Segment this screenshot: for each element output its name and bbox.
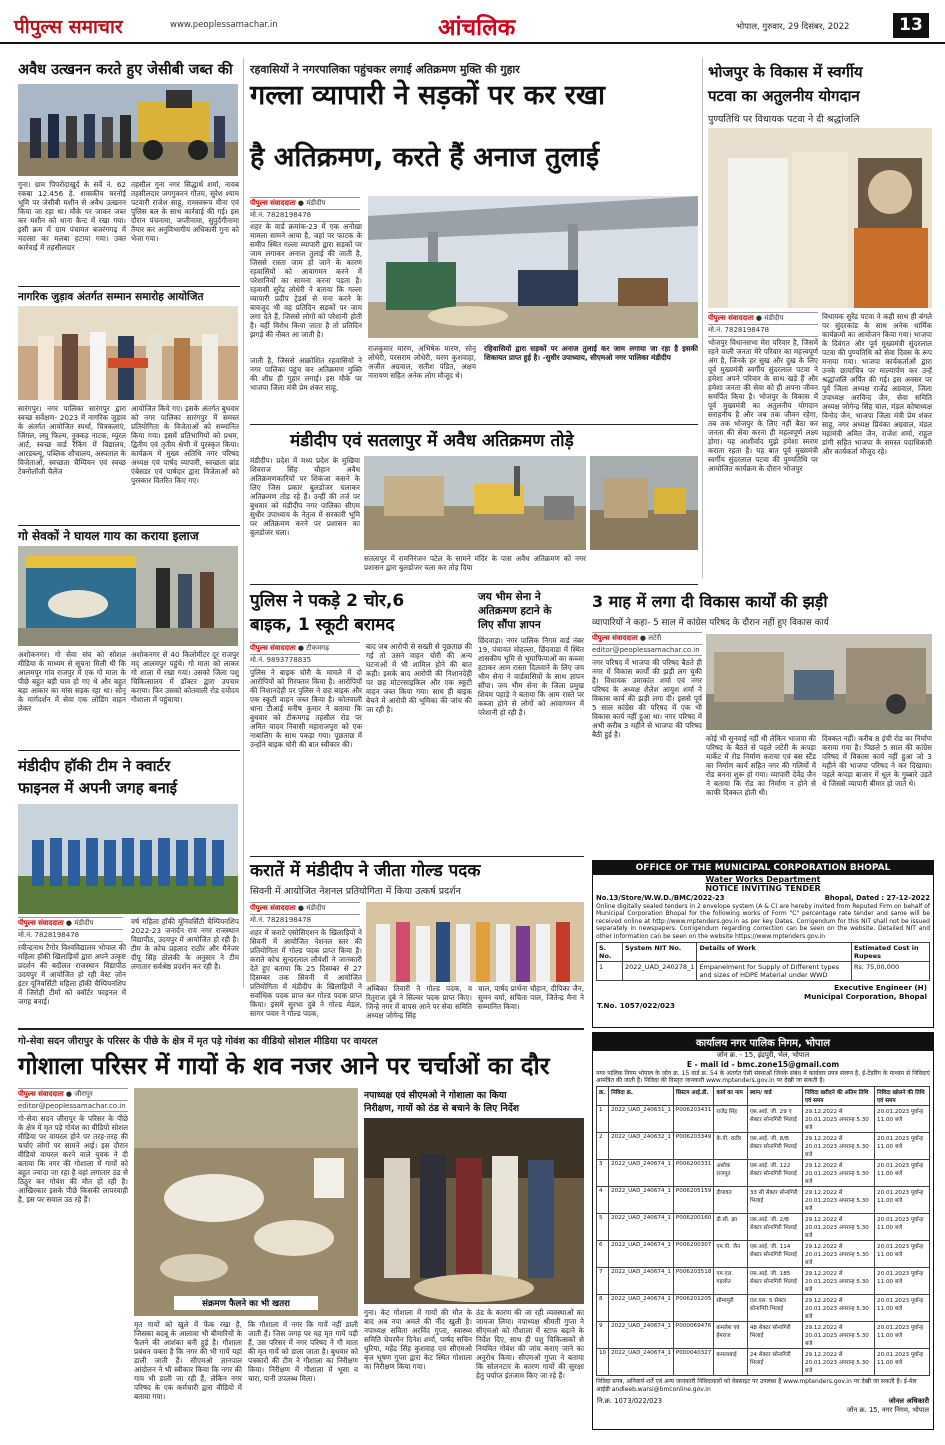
- byline: पीपुल्स संवाददाता ● जीरापुर: [18, 1088, 128, 1101]
- tender-note: निविदा प्रपत्र, अनिवार्य शर्तें एवं अन्य जानकारी निविदाकारों को वेबसाइट पर उपलब्ध है www.mptenders.gov.in पर देखी जा सकती है। ई-मेल आईडी andleeb.warsi@bmconline.gov.in: [596, 1378, 917, 1393]
- story-body: वर्ष महिला हॉकी यूनिवर्सिटी चैम्पियनशिप 2022-23 जनार्दन राय नगर राजस्थान विद्यापीठ, उदयपुर में आयोजित हो रही है। टीम के कोच प्रहलाद राठौर और मैनेजर दीपू सिंह ठोलंकी के अनुसार ने टीम लगातार सर्वश्रेष्ठ प्रदर्शन कर रही है।: [131, 917, 239, 971]
- byline: पीपुल्स संवाददाता ● लटेरी: [592, 632, 702, 645]
- story-body: तहसील गुना नगर सिद्धार्थ शर्मा, नायब तहसीलदार जगगुकरन गौतम, सुरेश श्याम पटवारी राजेश साहू, रामस्वरूप मीना एवं पुलिस बल के साथ कार्रवाई की गई। इस दौरान पंचनामा, जप्तीनामा, सुपुर्दगीनामा तैयार कर अनुविभागीय अधिकारी गुना को भेजा गया।: [131, 180, 239, 243]
- table-row: [597, 1160, 930, 1187]
- story-headline: बाइक, 1 स्कूटी बरामद: [250, 615, 395, 635]
- table-cell: 29.12.2022 से 20.01.2023 अपरान्ह 5.30 बजे: [803, 1241, 875, 1268]
- table-cell: 29.12.2022 से 20.01.2023 अपरान्ह 5.30 बजे: [803, 1349, 875, 1376]
- story-headline: भोजपुर के विकास में स्वर्गीय: [708, 63, 863, 81]
- table-cell: एल.एस. 5 सेक्टर सोनागिरी भिलाई: [747, 1295, 802, 1322]
- table-row: [597, 1349, 930, 1376]
- table-cell: 29.12.2022 से 20.01.2023 अपरान्ह 5.30 बजे: [803, 1268, 875, 1295]
- table-cell: 2022_UAD_240674_1: [609, 1241, 674, 1268]
- story-headline: फाइनल में अपनी जगह बनाई: [18, 779, 178, 797]
- byline: पीपुल्स संवाददाता ● टीकमगढ़: [250, 642, 360, 655]
- table-cell: 2022_UAD_240631_1: [609, 1106, 674, 1133]
- table-cell: 1: [597, 962, 623, 981]
- photo-tribute: [708, 128, 932, 308]
- photo-caption: चाल, पार्षद प्रार्थना चौहान, दीपिका जैन, सुमन वर्मा, सचिता पाल, जितेन्द्र मैना ने सम्मानित किया।: [478, 984, 584, 1011]
- table-cell: 2022_UAD_240674_1: [609, 1322, 674, 1349]
- tender-table: [596, 1086, 930, 1376]
- byline: पीपुल्स संवाददाता ● मंडीदीप: [708, 312, 818, 325]
- section-divider: [250, 856, 584, 857]
- col-header: Estimated Cost in Rupees: [852, 943, 930, 962]
- tender-title: कार्यालय नगर पालिक निगम, भोपाल: [593, 1033, 933, 1051]
- table-cell: 2022_UAD_240674_1: [609, 1187, 674, 1214]
- story-body: राजकुमार मारण, अभिषेक मारण, सोनू लोधेरी, परसराम लोधेरी, चरण कुशवाहा, अजीत अग्रवाल, सतीश पंडित, अक्षय नारायण सहित अनेक लोग मौजूद थे।: [368, 344, 476, 380]
- story-body: नगर परिषद में भाजपा की परिषद बैठते ही नगर में विकास कार्यों की झड़ी लग चुकी है। विधायक उमाकांत शर्मा एवं नगर परिषद के अध्यक्ष शैलेश आयुश शर्मा ने विकास कार्य की झड़ी लगा दी। इससे पूर्व 5 साल कांग्रेस की परिषद में एक भी विकास कार्य नहीं हुआ था। नगर परिषद में अभी करीब 3 महीने से भाजपा की परिषद बैठी हुई है।: [592, 658, 702, 739]
- story-headline: जय भीम सेना ने: [478, 591, 541, 603]
- col-header: निविदा क्र.: [609, 1087, 674, 1106]
- story-body: ठंड के कारण की जा रही व्यवस्थाओं का जायजा लिया। नपाध्यक्ष श्रीमती गुप्ता ने सीएमओ को गौशाला में स्टाफ बढ़ाने के निर्देश दिए, साथ ही पशु चिकित्सकों से नियमित गोवंश की जांच कराए जाने का अनुरोध किया। सीएमओ गुप्ता ने बताया कि सोलनटार के कारण गायों की सुरक्षा हेतु पर्याप्त इंतजाम किए जा रहे हैं।: [476, 1308, 584, 1380]
- table-cell: 20.01.2023 पूर्वान्ह 11.00 बजे: [875, 1160, 930, 1187]
- table-cell: P006201205: [673, 1295, 713, 1322]
- story-body: शहर के वार्ड क्रमांक-23 में एक अनोखा मामला सामने आया है, जहां पर फाटक के समीप स्थित गल्ला व्यापारी द्वारा सड़कों पर जाम लगाकर अनाज तुलाई की जाती है, जिससे रास्ता जाम हो जाने के कारण रहवासियों को आवागमन करने में परेशानियों का सामना करना पड़ता है। रहवासी सुरेंद्र लोधेरी ने बताया कि गल्ला व्यापारी प्रदीप ट्रेडर्स से मना करने के बावजूद भी वह प्रतिदिन सड़कों पर जाम लगा देते हैं, जिससे लोगों को परेशानी होती है। वहीं विरोध किया जाता है तो प्रतिदिन झगड़े की नौबत आ जाती है।: [250, 222, 362, 339]
- photo-cow-treatment: [18, 546, 238, 646]
- table-cell: 2: [597, 1133, 609, 1160]
- story-body: बाद जब आरोपी से सख्ती से पूछताछ की गई तो उसने वाहन चोरी की अन्य घटनाओं में भी शामिल होने की बात कही। इसके बाद आरोपी की निशानदेही पर छह मोटरसाइकिल और एक स्कूटी वाहन जब्त किया गया। साथ ही बाइक बेचने में आरोपी की भूमिका की जांच की जा रही है।: [366, 642, 472, 714]
- story-headline: नागरिक जुड़ाव अंतर्गत सम्मान समारोह आयोजित: [18, 291, 204, 303]
- table-cell: P006200307: [673, 1241, 713, 1268]
- table-cell: के.पी. राठौर: [714, 1133, 748, 1160]
- byline-email[interactable]: editor@peoplessamachar.co.in: [18, 1100, 128, 1112]
- byline: पीपुल्स संवाददाता ● मंडीदीप: [18, 917, 123, 930]
- table-cell: 2022_UAD_240674_1: [609, 1160, 674, 1187]
- table-cell: कमलाबाई: [714, 1349, 748, 1376]
- table-cell: P006203518: [673, 1268, 713, 1295]
- table-cell: 1: [597, 1106, 609, 1133]
- table-row: [597, 1187, 930, 1214]
- table-row: [597, 1268, 930, 1295]
- table-cell: 20.01.2023 पूर्वान्ह 11.00 बजे: [875, 1322, 930, 1349]
- table-cell: P006200160: [673, 1214, 713, 1241]
- byline-phone: मो.नं. 7828198478: [708, 324, 818, 337]
- table-cell: P000069476: [673, 1322, 713, 1349]
- story-body: गो-सेवा सदन जीरापुर के परिसर के पीछे के क्षेत्र में मृत पड़े गोवंश का वीडियो सोशल मीडिया पर वायरल होने पर तरह-तरह की चर्चाएं लोगों पर सामने आई। इस दौरान वीडियो वायरल करने वाले युवक ने दी बताया कि नगर की गोशाला में गायों को बहुत ज्यादा जा रहा है वहां लगातार ठंड से ठिठुर कर गोवंश की मौत हो रही है। आखिरकार इसके पीछे किसकी लापरवाही है, इस पर सवाल उठ रहे हैं।: [18, 1114, 128, 1204]
- story-body: आयोजित किये गए। इसके अंतर्गत बुधवार को नगर पालिका सारंगपुर में समस्त प्रतियोगिता के विजेताओं को सम्मानित किया गया। इसमें प्रतिभागियों को प्रथम, द्वितीय एवं तृतीय श्रेणी में पुरस्कृत किया। कार्यक्रम में मुख्य अतिथि नगर परिषद अध्यक्ष एवं पार्षद व्यापारी, स्वच्छता ब्रांड एंबेसडर एवं पार्षदार द्वारा विजेताओं को पुरस्कार वितरित किए गए।: [131, 404, 239, 485]
- tender-table: [596, 942, 930, 981]
- table-cell: 8: [597, 1295, 609, 1322]
- table-cell: 10: [597, 1349, 609, 1376]
- story-headline: अतिक्रमण हटाने के: [478, 605, 552, 617]
- table-cell: 9: [597, 1322, 609, 1349]
- table-cell: 29.12.2022 से 20.01.2023 अपरान्ह 5.30 बजे: [803, 1214, 875, 1241]
- table-cell: एस.आई. जी. 29 ए सेक्टर सोनागिरी भिलाई: [747, 1106, 802, 1133]
- photo-cattle-carcasses: [134, 1088, 358, 1316]
- column-divider: [702, 58, 703, 578]
- tender-signatory: जोनल अधिकारी: [888, 1396, 929, 1405]
- table-cell: 29.12.2022 से 20.01.2023 अपरान्ह 5.30 बजे: [803, 1322, 875, 1349]
- story-caption: रहिवासियों द्वारा सड़कों पर अनाज तुलाई कर जाम लगाया जा रहा है इसकी शिकायत प्राप्त हुई है। -सुधीर उपाध्याय, सीएमओ नगर पालिका मंडीदीप: [484, 344, 698, 362]
- story-body: अशोकनगर। गो सेवा संघ को सोशल मीडिया के माध्यम से सूचना मिली थी कि आलमपुर गांव राजपुर में एक गो माता के पीछे बहुत बड़ी घाव हो गए थे और बहुत बड़ा आकार का मांस सड़क रहा था। सोनू के मार्गदर्शन में सेवा एक लोडिंग वाहन लेकर: [18, 650, 126, 713]
- tender-notice: NOTICE INVITING TENDER: [705, 884, 821, 893]
- story-body: भोजपुर विधानसभा मेरा परिवार है, जिसमें रहने वाली जनता मेरे परिवार का महत्त्वपूर्ण अंग है, जिनके हर सुख और दुख के लिए पूर्व मुख्यमंत्री स्वर्गीय सुंदरलाल पटवा ने हमेशा अपने परिवार के साथ खड़े हैं और हमेशा जनता की सेवा को ही अपना जीवन समर्पित किया है। भोजपुर के विकास में पूर्व मुख्यमंत्री का अतुलनीय योगदान सराहनीय है और जब तक जीवन रहेगा, तब तक भोजपुर के लिए नहीं बैठा कर जनता की सेवा करना ही महत्वपूर्ण लक्ष्य होगा। यह आशीर्वाद मुझे हमेशा स्मरण कराता रहता है। यह बात पूर्व मुख्यमंत्री स्वर्गीय सुंदरलाल पटवा की पुण्यतिथि पर आयोजित कार्यक्रम के दौरान भोजपुर: [708, 338, 818, 473]
- col-header: निविदा खरीदने की अंतिम तिथि एवं समय: [803, 1087, 875, 1106]
- photo-overlay-caption: संक्रमण फैलने का भी खतरा: [174, 1296, 318, 1310]
- col-header: कार्य का नाम: [714, 1087, 748, 1106]
- section-divider: [18, 750, 240, 751]
- story-body: शहर में कराटे एसोसिएशन के खिलाड़ियों ने सिवनी में आयोजित नेशनल स्तर की प्रतियोगिता में गोल्ड पदक प्राप्त किया है। कराते कोच सुन्दरलाल लौवंशी ने जानकारी देते हुए बताया कि 25 दिसम्बर से 27 दिसम्बर तक सिवनी में आयोजित प्रतियोगिता में मंडीदीप के खिलाड़ियों ने सर्वाधिक पदक प्राप्त कर गोल्ड पदक प्राप्त किया। इसमें सुरभा दुबे ने गोल्ड मेडल, सागर पवार ने गोल्ड पदक,: [250, 928, 362, 1018]
- story-headline: पुलिस ने पकड़े 2 चोर,6: [250, 591, 405, 611]
- table-cell: 2022_UAD_240674_1: [609, 1295, 674, 1322]
- story-body: पुलिस ने बाइक चोरी के मामले में दो आरोपियों को गिरफ्तार किया है। आरोपियों की निशानदेही पर पुलिस ने छह बाइक और एक स्कूटी वाहन जब्त किया है। कोतवाली थाना टीआई मनीष कुमार ने बताया कि बुधवार को टीकमगढ़ तहसील रोड पर अमित यादव निवासी महाराजपुरा को एक नाबालिग के साथ पकड़ा गया। पूछताछ में उन्होंने बाइक चोरी की बात स्वीकार की।: [250, 668, 362, 749]
- table-row: [597, 1295, 930, 1322]
- story-body: मंडीदीप। प्रदेश में मध्य प्रदेश के मुखिया शिवराज सिंह चौहान अवैध अतिक्रमणकारियों पर शिकंजा कसने के लिए जिस प्रकार बुलडोजर चलाकर अतिक्रमण तोड़ रहे हैं। उन्हीं की तर्ज पर बुधवार को मंडीदीप नगर पालिका सीएम सुधीर उपाध्याय के नेतृत्व में सरकारी भूमि पर अतिक्रमण करने पर प्रशासन का बुलडोजर चला।: [250, 456, 360, 537]
- tender-signatory: Municipal Corporation, Bhopal: [804, 992, 927, 1002]
- byline: पीपुल्स संवाददाता ● मंडीदीप: [250, 197, 360, 210]
- table-cell: 5: [597, 1214, 609, 1241]
- photo-karate-team: [366, 902, 584, 982]
- table-cell: 29.12.2022 से 20.01.2023 अपरान्ह 5.30 बजे: [803, 1160, 875, 1187]
- story-headline: करातें में मंडीदीप ने जीता गोल्ड पदक: [250, 861, 481, 881]
- brand-logo: पीपुल्स समाचार: [14, 16, 123, 38]
- table-cell: 20.01.2023 पूर्वान्ह 11.00 बजे: [875, 1241, 930, 1268]
- story-body: मृत गायों को खुले में फेंक रखा है, जिसका बदबू के आलावा भी बीमारियों के फैलने की आशंका बनी हुई है। गौशाला प्रबंधन वक्ता है कि नगर की भी गायें यहां डाली जाती हैं। सीएमओ ज्ञानपाल आंदोलन ने भी स्वीकार किया कि नगर की गाय भी डाली जा रही हैं, लेकिन नगर परिषद के एक कर्मचारी द्वारा वीडियो में बताया गया।: [134, 1320, 242, 1401]
- story-headline: लिए सौंपा ज्ञापन: [478, 619, 541, 631]
- byline-phone: मो.नं. 7828198478: [250, 914, 360, 927]
- table-cell: 29.12.2022 से 20.01.2023 अपरान्ह 5.30 बजे: [803, 1295, 875, 1322]
- table-cell: 29.12.2022 से 20.01.2023 अपरान्ह 5.30 बजे: [803, 1187, 875, 1214]
- table-cell: 2022_UAD_240278_1: [623, 962, 697, 981]
- table-cell: 20.01.2023 पूर्वान्ह 11.00 बजे: [875, 1187, 930, 1214]
- table-cell: एस.आई. जी. 114 सेक्टर सोनागिरी भिलाई: [747, 1241, 802, 1268]
- story-headline: निरीक्षण, गायों को ठंड से बचाने के लिए निर्देश: [364, 1103, 519, 1114]
- site-url[interactable]: www.peoplessamachar.in: [170, 20, 278, 30]
- story-body: जाती है, जिससे आक्रोशित रहवासियों ने नगर पालिका पहुंच कर अतिक्रमण मुक्ति की शीघ्र ही गुहार लगाई। इस मौके पर भाजपा जिला मंत्री प्रेम शंकर साहू,: [250, 356, 362, 392]
- table-cell: 2022_UAD_240674_1: [609, 1214, 674, 1241]
- dateline: भोपाल, गुरुवार, 29 दिसंबर, 2022: [736, 22, 850, 32]
- table-cell: Rs. 75,00,000: [852, 962, 930, 981]
- story-headline: पटवा का अतुलनीय योगदान: [708, 87, 860, 105]
- table-cell: 20.01.2023 पूर्वान्ह 11.00 बजे: [875, 1214, 930, 1241]
- story-body: गुना। केट गोशाला में गायों की मौत के बाद अब नपा अमले की नींद खुली है। नपाध्यक्ष सविता अरविंद गुप्ता, स्वास्थ्य समिति चेयरमैन दिनेश शर्मा, पार्षद सचिन धुरिया, महेंद्र सिंह कुशवाह एवं सीएमओ बृज भूषण गुप्ता द्वारा केट स्थित गोशाला का निरीक्षण किया गया।: [364, 1308, 472, 1371]
- byline-phone: मो.नं. 7828198478: [18, 929, 123, 942]
- table-cell: 20.01.2023 पूर्वान्ह 11.00 बजे: [875, 1106, 930, 1133]
- story-headline: गोशाला परिसर में गायों के शव नजर आने पर चर्चाओं का दौर: [18, 1052, 550, 1080]
- table-cell: P006203431: [673, 1106, 713, 1133]
- story-headline: मंडीदीप हॉकी टीम ने क्वार्टर: [18, 757, 171, 775]
- table-cell: सौम्यपुरी: [714, 1295, 748, 1322]
- story-body: रवीन्द्रनाथ टैगोर विश्वविद्यालय भोपाल की महिला हॉकी खिलाड़ियों द्वारा अपने उत्कृष्ट प्रदर्शन की बदौलत राजस्थान विद्यापीठ उदयपुर में आयोजित हो रही वेस्ट ज़ोन इंटर यूनिवर्सिटी महिला हॉकी चैम्पियनशिप में जिरोही टीमों को क्वॉर्टर फाइनल में जगह बनाई।: [18, 943, 126, 1006]
- table-cell: P000040327: [673, 1349, 713, 1376]
- photo-road-construction: [706, 634, 932, 730]
- table-cell: 20.01.2023 पूर्वान्ह 11.00 बजे: [875, 1349, 930, 1376]
- col-header: स्थान/ वार्ड: [747, 1087, 802, 1106]
- col-header: S. No.: [597, 943, 623, 962]
- table-cell: अशोक राजपूत: [714, 1160, 748, 1187]
- table-cell: 24 सेक्टर सोनागिरी भिलाई: [747, 1349, 802, 1376]
- table-row: [597, 1106, 930, 1133]
- byline-phone: मो.नं. 9893778835: [250, 654, 360, 667]
- tender-dept: Water Works Department: [705, 875, 821, 884]
- story-subhead: पुण्यतिथि पर विधायक पटवा ने दी श्रद्धांजलि: [708, 114, 860, 125]
- table-row: [597, 1133, 930, 1160]
- table-cell: एस.आई. जी. 8/B सेक्टर सोनागिरी भिलाई: [747, 1133, 802, 1160]
- story-body: सतलापुर में रामनिरंजन पटेल के सामने मंदिर के पास अवैध अतिक्रमण को नगर प्रशासन द्वारा बुलडोजर चला कर तोड़ दिया: [364, 554, 586, 572]
- table-row: [597, 1214, 930, 1241]
- story-body: छिंदवाड़ा। नगर पालिक निगम वार्ड नंबर 19, पंचायत मोहल्ला, छिंदवाड़ा में स्थित शासकीय भूमि से भूमाफियाओं का कब्जा हटाकर आम रास्ता दिलवाने के लिए जय भीम सेना ने वार्डवासियों के साथ ज्ञापन सौंपा। जय भीम सेना के जिला प्रमुख शिवम पहाड़े ने बताया कि आम रास्ते पर कब्जा होने से लोगों को आवागमन में परेशानी हो रही है।: [478, 636, 584, 717]
- col-header: System NIT No.: [623, 943, 697, 962]
- photo-jcb-seizure: [18, 84, 238, 176]
- tender-email[interactable]: E - mail id - bmc.zone15@gmail.com: [686, 1060, 840, 1069]
- col-header: निविदा खोलने की तिथि एवं समय: [875, 1087, 930, 1106]
- story-headline: मंडीदीप एवं सतलापुर में अवैध अतिक्रमण तोड़े: [290, 431, 574, 451]
- table-cell: 6: [597, 1241, 609, 1268]
- table-cell: एस.आई. जी. 122 सेक्टर सोनागिरी भिलाई: [747, 1160, 802, 1187]
- section-divider: [18, 1028, 584, 1030]
- story-subhead: सिवनी में आयोजित नेशनल प्रतियोगिता में किया उत्कर्ष प्रदर्शन: [250, 886, 461, 897]
- photo-demolition-site: [590, 456, 698, 550]
- table-cell: 48 सेक्टर सोनागिरी भिलाई: [747, 1322, 802, 1349]
- masthead: [0, 0, 945, 44]
- story-headline: अवैध उत्खनन करते हुए जेसीबी जब्त की: [18, 62, 233, 78]
- story-body: विधायक सुरेंद्र पटवा ने कही साथ ही बंगले पर सुंदरकांड के साथ अनेक धार्मिक कार्यक्रमों का आयोजन किया गया। भाजपा के दिवंगत और पूर्व मुख्यमंत्री सुंदरलाल पटवा की पुण्यतिथि को सेवा दिवस के रूप मनाया गया। भाजपा कार्यकर्ताओं द्वारा उनके छायाचित्र पर माल्यार्पण कर उन्हें श्रद्धांजलि अर्पित की गई। इस अवसर पर पूर्व जिला अध्यक्ष राजेंद्र अग्रवाल, जिला उपाध्यक्ष अरविन्द जैन, सेवा समिति अध्यक्ष जोगेन्द्र सिंह चाल, मंडल कोषाध्यक्ष विनोद जैन, भाजपा जिला मंत्री प्रेम शंकर साहू, नगर अध्यक्ष प्रियंका अग्रवाल, मंडल महामंत्री अमित जैन, राजेश शर्मा, राहुल डांगी सहित भाजपा के समस्त पदाधिकारी और कार्यकर्ता मौजूद रहे।: [822, 312, 932, 456]
- section-divider: [250, 424, 698, 425]
- table-cell: 20.01.2023 पूर्वान्ह 11.00 बजे: [875, 1295, 930, 1322]
- table-cell: राजेंद्र सिंह: [714, 1106, 748, 1133]
- byline: पीपुल्स संवाददाता ● मंडीदीप: [250, 902, 360, 915]
- story-body: कोई भी सुनवाई नहीं थी लेकिन भाजपा की परिषद के बैठते से पहले लटेरी के कपड़ा मार्केट में रोड निर्माण कराया एवं बस स्टैंड का निर्माण कार्य सहित नगर की गलियों में रोड बनना शुरू हो गया। व्यापारी देवेंद्र जैन ने बताया कि रोड का निर्माण न होने से काफी दिक्कत होती थी।: [706, 734, 816, 797]
- story-body: गुना। ग्राम पिपरोदाखुर्द के सर्वे नं. 62 रकबा 12.456 हे. शासकीय चरनोई भूमि पर जेसीबी मशीन से अवैध उत्खनन किया जा रहा था। मौके पर जाकर जब्त कर मशीन को थाना कैन्ट में रखा गया। इसी क्रम में ग्राम पंचायत बजरंगगढ़ में मदरसा का मलबा हटाया गया। उक्त कार्रवाई में तहसीलदार: [18, 180, 126, 252]
- story-subhead: व्यापारियों ने कहा- 5 साल में कांग्रेस परिषद के दौरान नहीं हुए विकास कार्य: [592, 618, 829, 628]
- story-body: अशोकनगर से 40 किलोमीटर दूर राजपुर मद् आलमपुर पहुंचे। गो माता को लाकर गो शाला में रखा गया। उसको जिला पशु चिकित्सालय में डॉक्टर द्वारा उपचार कराया। फिर उसको कोतवाली रोड दयोदय गौशाला में पहुंचाया।: [131, 650, 239, 704]
- table-cell: 7: [597, 1268, 609, 1295]
- table-cell: 2022_UAD_240632_1: [609, 1133, 674, 1160]
- table-cell: 33 सी सेक्टर सोनागिरी भिलाई: [747, 1187, 802, 1214]
- table-cell: एम.एल. गहलोत: [714, 1268, 748, 1295]
- section-name: आंचलिक: [438, 15, 516, 41]
- story-headline: है अतिक्रमण, करते हैं अनाज तुलाई: [250, 142, 600, 173]
- section-divider: [250, 584, 698, 585]
- table-row: [597, 1241, 930, 1268]
- col-header: Details of Work: [697, 943, 852, 962]
- table-cell: कमलेश एवं हेमराज: [714, 1322, 748, 1349]
- col-header: क्र.: [597, 1087, 609, 1106]
- story-body: दिक्कत नहीं। करीब 8 इंची रोड का निर्माण कराया गया है। पिछले 5 साल की कांग्रेस परिषद में विकास कार्य नहीं हुआ जो 3 महीने की भाजपा परिषद ने कर दिखाया। पहले कपड़ा बाजार में धूल के गुब्बारे उड़ते थे जिससे व्यापारी बीमार हो जाते थे।: [822, 734, 932, 788]
- table-cell: 2022_UAD_240674_1: [609, 1268, 674, 1295]
- table-cell: 4: [597, 1187, 609, 1214]
- photo-demolition: [364, 456, 586, 550]
- story-headline: गो सेवकों ने घायल गाय का कराया इलाज: [18, 529, 199, 543]
- story-body: कि गौशाला में नगर कि गायें नहीं डाली जाती हैं। जिस जगह पर यह मृत गायें पड़ी हैं, उस परिसर में नगर परिषद ने गौ माता की मृत गायें को डाला जाता है। बुधवार को पत्रकारों की टीम ने गौशाला का निरीक्षण किया। निरीक्षण में गौशाला में भूसा व चारा, पानी उपलब्ध मिला।: [248, 1320, 358, 1383]
- tender-notice-english: [592, 860, 934, 1028]
- tender-title: OFFICE OF THE MUNICIPAL CORPORATION BHOPAL: [593, 861, 933, 875]
- story-headline: 3 माह में लगा दी विकास कार्यों की झड़ी: [592, 592, 828, 611]
- tender-signatory: Executive Engineer (H): [834, 983, 927, 993]
- tender-zone: जोन क्र. - 15, इंद्रपुरी, भेल, भोपाल: [716, 1051, 810, 1059]
- story-body: सारंगपुर। नगर पालिका सारंगपुर द्वारा स्वच्छ सर्वेक्षण- 2023 में नागरिक जुड़ाव के अंतर्गत आयोजित स्पर्धा, चित्रकलाएं, जिंगल, लघु फिल्म, नुक्कड़ नाटक, म्यूरल आर्ट, स्वच्छ वार्ड रैंकिंग में विद्यालय, आरडब्ल्यू, पब्लिक शौचालय, अस्पताल के विजेताओं, स्वच्छता चैम्पियन एवं स्वच्छ टेक्नोलॉजी चैलेंज: [18, 404, 126, 476]
- tender-body: Online digitally sealed tenders in 2 envelope system (A & C) are hereby invited from Reputed Firm on behalf of Municipal Corporation Bhopal for the following works of Form "C" percentage rate tender and same will be received online at http://www.mptenders.gov.in as per key Dates. Corrigendum for this NIT shall not be issued separately in newspapers. Corrigendum regarding correction can be seen on the website. Detailed NIT and other information can be seen on the website https://www.mptenders.gov.in: [596, 903, 930, 940]
- table-cell: एम.पी. जैन: [714, 1241, 748, 1268]
- table-cell: P006200331: [673, 1160, 713, 1187]
- table-cell: 20.01.2023 पूर्वान्ह 11.00 बजे: [875, 1133, 930, 1160]
- table-cell: दीपावत: [714, 1187, 748, 1214]
- tender-intro: नगर पालिक निगम भोपाल के जोन क्र. 15 वार्ड क्र. 54 के अंतर्गत ऐसी संस्थाओं जिनके संबंध में कार्यवार प्रपत्र संलग्न है, ई-टेंडरिंग के माध्यम से निविदाएं आमंत्रित की जाती हैं। निविदा की विस्तृत जानकारी www.mptenders.gov.in पर देखी जा सकती है।: [596, 1070, 930, 1085]
- story-headline: नपाध्यक्ष एवं सीएमओ ने गोशाला का किया: [364, 1090, 507, 1101]
- tender-signatory: जोन क्र. 15, नगर निगम, भोपाल: [846, 1405, 929, 1414]
- table-cell: P006205159: [673, 1187, 713, 1214]
- table-cell: 2022_UAD_240674_1: [609, 1349, 674, 1376]
- photo-award-ceremony: [18, 306, 238, 400]
- table-row: [597, 1322, 930, 1349]
- tender-notice-hindi: [592, 1032, 934, 1430]
- story-kicker: रहवासियों ने नगरपालिका पहुंचकर लगाई अतिक्रमण मुक्ति की गुहार: [250, 63, 520, 76]
- story-headline: गल्ला व्यापारी ने सड़कों पर कर रखा: [250, 80, 606, 111]
- section-divider: [18, 525, 240, 526]
- photo-hockey-team: [18, 804, 238, 914]
- page-number: 13: [893, 13, 929, 38]
- table-cell: Empanelment for Supply of Different types and sizes of HDPE Material under WWD: [697, 962, 852, 981]
- table-cell: एस.आई. जी. 185 सेक्टर सोनागिरी भिलाई: [747, 1268, 802, 1295]
- table-cell: 3: [597, 1160, 609, 1187]
- byline-email[interactable]: editor@peoplessamachar.co.in: [592, 644, 702, 656]
- table-cell: 29.12.2022 से 20.01.2023 अपरान्ह 5.30 बजे: [803, 1106, 875, 1133]
- table-cell: P006203349: [673, 1133, 713, 1160]
- story-kicker: गो-सेवा सदन जीरापुर के परिसर के पीछे के क्षेत्र में मृत पड़े गोवंश का वीडियो सोशल मीडिया पर वायरल: [18, 1036, 378, 1047]
- section-divider: [18, 286, 240, 287]
- tender-ref: No.13/Store/W.W.D./BMC/2022-23: [596, 894, 725, 902]
- photo-flyover-traffic: [368, 196, 698, 338]
- column-divider: [243, 58, 244, 988]
- table-cell: 20.01.2023 पूर्वान्ह 11.00 बजे: [875, 1268, 930, 1295]
- tender-number: T.No. 1057/022/023: [597, 1001, 675, 1011]
- photo-gaushala-inspection: [364, 1118, 584, 1304]
- table-cell: 29.12.2022 से 20.01.2023 अपरान्ह 5.30 बजे: [803, 1133, 875, 1160]
- byline-phone: मो.नं. 7828198478: [250, 209, 360, 222]
- table-cell: डी.सी. झा: [714, 1214, 748, 1241]
- table-cell: एस.आई. जी. 2/B सेक्टर सोनागिरी भिलाई: [747, 1214, 802, 1241]
- photo-caption: अम्बिका तिवारी ने गोल्ड पदक, व रितुराज दुबे ने सिल्वर पदक प्राप्त किए। जिन्हे नगर में वापस आने पर सेवा समिति अध्यक्ष जोगेन्द्र सिंह: [366, 984, 472, 1020]
- table-row: [597, 962, 930, 981]
- tender-date: Bhopal, Dated : 27-12-2022: [824, 894, 930, 902]
- col-header: सिस्टम आई.डी.: [673, 1087, 713, 1106]
- tender-ref: नि.क्र. 1073/022/023: [597, 1396, 663, 1405]
